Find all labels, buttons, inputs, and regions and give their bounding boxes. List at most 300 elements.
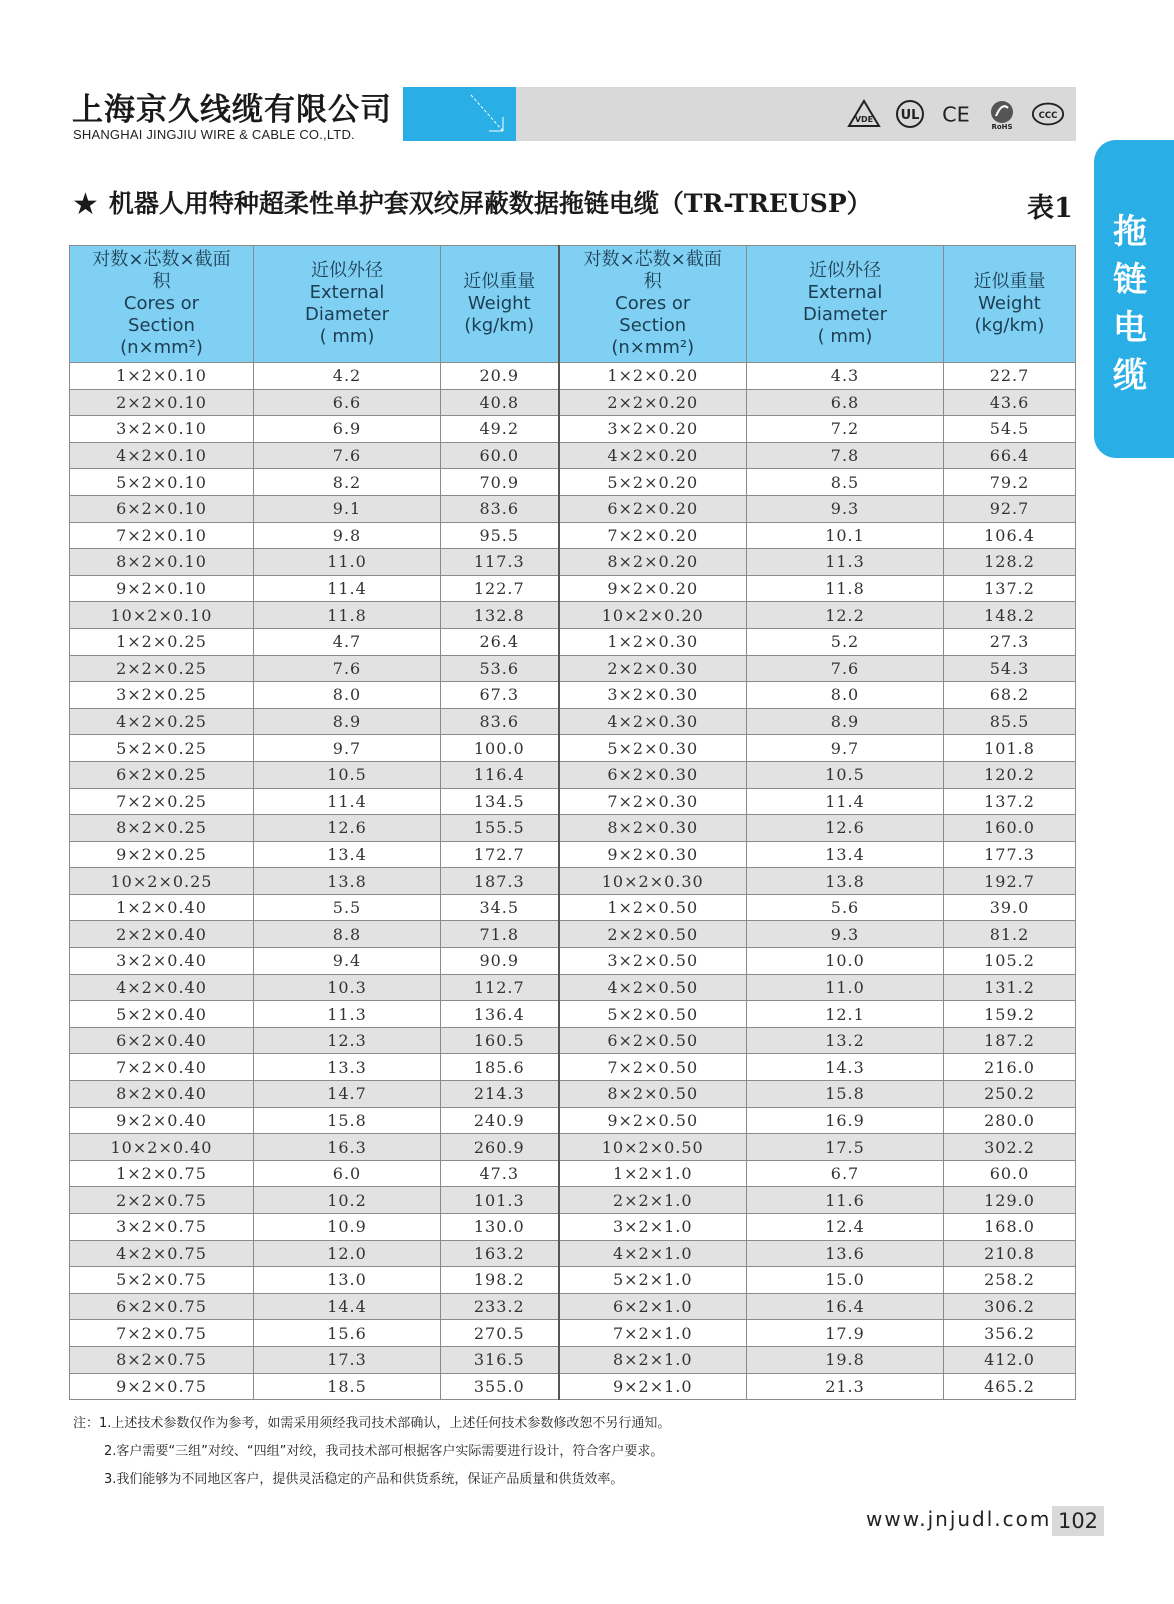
cell-section: 4×2×0.40 [70,974,254,1001]
certification-logos [846,97,1066,131]
cell-weight: 49.2 [441,416,559,443]
cell-weight: 53.6 [441,655,559,682]
cell-weight: 105.2 [944,948,1076,975]
title-text: 机器人用特种超柔性单护套双绞屏蔽数据拖链电缆（TR-TREUSP） [108,189,872,218]
cell-weight: 260.9 [441,1134,559,1161]
note-line: 2.客户需要“三组”对绞、“四组”对绞，我司技术部可根据客户实际需要进行设计，符合客户要求。 [104,1444,664,1459]
cell-diameter: 13.3 [254,1054,441,1081]
cell-weight: 172.7 [441,841,559,868]
cell-weight: 198.2 [441,1267,559,1294]
table-row [70,1373,1076,1400]
table-row [70,974,1076,1001]
cell-section: 10×2×0.40 [70,1134,254,1161]
cell-weight: 163.2 [441,1240,559,1267]
cell-diameter: 12.6 [747,815,944,842]
cell-section: 2×2×0.40 [70,921,254,948]
cell-diameter: 4.3 [747,363,944,390]
cell-section: 4×2×1.0 [559,1240,747,1267]
ul-certification-icon [892,97,928,131]
cell-weight: 20.9 [441,363,559,390]
side-tab-char: 缆 [1113,356,1147,396]
table-row [70,708,1076,735]
header-accent-block [403,87,516,141]
cell-section: 9×2×1.0 [559,1373,747,1400]
table-row [70,628,1076,655]
table-row [70,1293,1076,1320]
cell-section: 9×2×0.30 [559,841,747,868]
cell-diameter: 8.2 [254,469,441,496]
cell-section: 8×2×0.30 [559,815,747,842]
table-row [70,1320,1076,1347]
table-row [70,495,1076,522]
table-header-row [70,246,1076,363]
cell-section: 5×2×0.20 [559,469,747,496]
cell-section: 6×2×0.40 [70,1027,254,1054]
cell-diameter: 11.0 [747,974,944,1001]
ce-certification-icon [938,97,974,131]
cell-section: 4×2×0.25 [70,708,254,735]
cell-diameter: 12.1 [747,1001,944,1028]
cell-diameter: 14.7 [254,1081,441,1108]
table-row [70,1001,1076,1028]
cell-weight: 22.7 [944,363,1076,390]
cell-weight: 79.2 [944,469,1076,496]
vde-certification-icon [846,97,882,131]
cell-diameter: 15.8 [747,1081,944,1108]
cell-section: 7×2×0.20 [559,522,747,549]
cell-diameter: 7.2 [747,416,944,443]
cell-weight: 106.4 [944,522,1076,549]
cell-diameter: 7.6 [254,442,441,469]
cell-section: 8×2×0.10 [70,549,254,576]
diagonal-arrow-graphic [403,87,516,141]
cell-weight: 54.5 [944,416,1076,443]
cell-diameter: 10.1 [747,522,944,549]
cell-section: 1×2×0.75 [70,1160,254,1187]
cell-section: 8×2×0.75 [70,1346,254,1373]
cell-weight: 280.0 [944,1107,1076,1134]
cell-diameter: 13.6 [747,1240,944,1267]
table-row [70,522,1076,549]
cell-weight: 134.5 [441,788,559,815]
cell-diameter: 11.8 [747,575,944,602]
cell-weight: 34.5 [441,894,559,921]
cell-weight: 355.0 [441,1373,559,1400]
rohs-certification-icon [984,97,1020,131]
cell-diameter: 11.6 [747,1187,944,1214]
cell-section: 2×2×0.30 [559,655,747,682]
cell-weight: 54.3 [944,655,1076,682]
cell-weight: 316.5 [441,1346,559,1373]
cell-diameter: 7.6 [254,655,441,682]
note-line: 3.我们能够为不同地区客户，提供灵活稳定的产品和供货系统，保证产品质量和供货效率。 [104,1472,624,1487]
cell-weight: 71.8 [441,921,559,948]
cell-diameter: 5.2 [747,628,944,655]
cell-weight: 40.8 [441,389,559,416]
cell-diameter: 8.9 [747,708,944,735]
cell-weight: 258.2 [944,1267,1076,1294]
cell-diameter: 13.2 [747,1027,944,1054]
cell-section: 4×2×0.10 [70,442,254,469]
company-name-en: SHANGHAI JINGJIU WIRE & CABLE CO.,LTD. [73,127,355,142]
page-title [72,184,872,222]
table-row [70,602,1076,629]
cell-section: 9×2×0.75 [70,1373,254,1400]
header-diameter: 近似外径 External Diameter ( mm) [254,246,441,363]
cell-section: 8×2×0.40 [70,1081,254,1108]
cell-diameter: 11.8 [254,602,441,629]
cell-diameter: 14.3 [747,1054,944,1081]
cell-weight: 131.2 [944,974,1076,1001]
cell-weight: 160.0 [944,815,1076,842]
table-row [70,815,1076,842]
cell-section: 1×2×1.0 [559,1160,747,1187]
cell-weight: 306.2 [944,1293,1076,1320]
cell-diameter: 8.0 [254,682,441,709]
table-row [70,1054,1076,1081]
cell-section: 1×2×0.50 [559,894,747,921]
cell-weight: 155.5 [441,815,559,842]
cell-diameter: 10.5 [254,761,441,788]
cell-diameter: 11.4 [254,788,441,815]
cell-weight: 43.6 [944,389,1076,416]
cell-section: 3×2×0.25 [70,682,254,709]
cell-weight: 302.2 [944,1134,1076,1161]
cell-weight: 70.9 [441,469,559,496]
cell-section: 6×2×0.25 [70,761,254,788]
page-number: 102 [1052,1506,1104,1536]
cell-weight: 240.9 [441,1107,559,1134]
cell-diameter: 12.2 [747,602,944,629]
cell-diameter: 12.6 [254,815,441,842]
side-tab-char: 拖 [1113,212,1147,252]
cell-section: 2×2×0.25 [70,655,254,682]
cell-weight: 216.0 [944,1054,1076,1081]
cell-diameter: 19.8 [747,1346,944,1373]
cell-diameter: 10.9 [254,1214,441,1241]
cell-diameter: 10.5 [747,761,944,788]
cell-diameter: 9.4 [254,948,441,975]
table-row [70,1107,1076,1134]
cell-weight: 85.5 [944,708,1076,735]
table-row [70,575,1076,602]
cell-weight: 214.3 [441,1081,559,1108]
cell-weight: 26.4 [441,628,559,655]
cell-section: 5×2×0.75 [70,1267,254,1294]
cell-weight: 83.6 [441,708,559,735]
cell-section: 7×2×0.75 [70,1320,254,1347]
cell-weight: 90.9 [441,948,559,975]
cell-diameter: 6.6 [254,389,441,416]
cell-diameter: 8.9 [254,708,441,735]
cell-section: 6×2×0.75 [70,1293,254,1320]
svg-text:RoHS: RoHS [991,123,1013,130]
cell-weight: 250.2 [944,1081,1076,1108]
table-row [70,416,1076,443]
table-row [70,549,1076,576]
table-row [70,735,1076,762]
cable-spec-table [69,245,1076,1400]
cell-diameter: 9.3 [747,921,944,948]
cell-diameter: 8.0 [747,682,944,709]
table-number: 表1 [1027,193,1073,224]
cell-diameter: 12.3 [254,1027,441,1054]
website-url: www.jnjudl.com [866,1507,1052,1531]
cell-diameter: 5.5 [254,894,441,921]
table-row [70,1081,1076,1108]
cell-diameter: 13.8 [254,868,441,895]
cell-weight: 27.3 [944,628,1076,655]
table-row [70,1346,1076,1373]
cell-section: 7×2×0.30 [559,788,747,815]
notes-section [73,1410,670,1494]
cell-weight: 122.7 [441,575,559,602]
table-row [70,389,1076,416]
table-row [70,363,1076,390]
table-row [70,1267,1076,1294]
table-body [70,363,1076,1400]
cell-section: 5×2×1.0 [559,1267,747,1294]
cell-weight: 116.4 [441,761,559,788]
note-line: 注：1.上述技术参数仅作为参考，如需采用须经我司技术部确认，上述任何技术参数修改恕不另行通知。 [73,1416,671,1431]
cell-diameter: 14.4 [254,1293,441,1320]
cell-section: 1×2×0.10 [70,363,254,390]
svg-text:CE: CE [942,102,970,127]
cell-diameter: 11.3 [747,549,944,576]
cell-diameter: 10.3 [254,974,441,1001]
cell-diameter: 11.0 [254,549,441,576]
header-bar [516,87,1076,141]
category-side-tab [1094,140,1174,458]
cell-section: 9×2×0.40 [70,1107,254,1134]
cell-diameter: 10.0 [747,948,944,975]
cell-weight: 66.4 [944,442,1076,469]
cell-section: 7×2×0.10 [70,522,254,549]
cell-section: 1×2×0.25 [70,628,254,655]
table-row [70,1187,1076,1214]
cell-weight: 233.2 [441,1293,559,1320]
cell-section: 6×2×0.50 [559,1027,747,1054]
cell-weight: 39.0 [944,894,1076,921]
cell-weight: 356.2 [944,1320,1076,1347]
cell-weight: 187.3 [441,868,559,895]
cell-weight: 129.0 [944,1187,1076,1214]
table-row [70,1240,1076,1267]
table-row [70,894,1076,921]
cell-weight: 101.8 [944,735,1076,762]
cell-diameter: 9.8 [254,522,441,549]
cell-diameter: 13.4 [254,841,441,868]
cell-weight: 67.3 [441,682,559,709]
cell-diameter: 9.7 [254,735,441,762]
cell-diameter: 16.9 [747,1107,944,1134]
header-weight: 近似重量 Weight (kg/km) [944,246,1076,363]
cell-diameter: 21.3 [747,1373,944,1400]
cell-section: 6×2×0.30 [559,761,747,788]
cell-diameter: 12.0 [254,1240,441,1267]
side-tab-char: 电 [1113,308,1147,348]
cell-weight: 160.5 [441,1027,559,1054]
cell-weight: 137.2 [944,575,1076,602]
side-tab-char: 链 [1113,260,1147,300]
cell-section: 2×2×0.10 [70,389,254,416]
cell-section: 3×2×0.20 [559,416,747,443]
cell-section: 8×2×0.20 [559,549,747,576]
cell-diameter: 13.8 [747,868,944,895]
cell-weight: 136.4 [441,1001,559,1028]
svg-text:CCC: CCC [1038,110,1058,121]
cell-diameter: 5.6 [747,894,944,921]
cell-section: 6×2×0.10 [70,495,254,522]
cell-section: 9×2×0.50 [559,1107,747,1134]
cell-weight: 83.6 [441,495,559,522]
cell-section: 4×2×0.75 [70,1240,254,1267]
table-row [70,442,1076,469]
table-row [70,1027,1076,1054]
cell-section: 5×2×0.25 [70,735,254,762]
cell-diameter: 7.8 [747,442,944,469]
star-icon: ★ [72,187,99,222]
cell-diameter: 7.6 [747,655,944,682]
cell-section: 10×2×0.25 [70,868,254,895]
cell-section: 3×2×1.0 [559,1214,747,1241]
cell-section: 3×2×0.10 [70,416,254,443]
table-row [70,788,1076,815]
cell-weight: 132.8 [441,602,559,629]
cell-weight: 148.2 [944,602,1076,629]
cell-section: 3×2×0.75 [70,1214,254,1241]
table-row [70,841,1076,868]
cell-section: 9×2×0.20 [559,575,747,602]
table-row [70,682,1076,709]
header-weight: 近似重量 Weight (kg/km) [441,246,559,363]
cell-section: 2×2×0.50 [559,921,747,948]
cell-diameter: 15.6 [254,1320,441,1347]
cell-section: 4×2×0.30 [559,708,747,735]
table-row [70,761,1076,788]
cell-section: 3×2×0.30 [559,682,747,709]
cell-section: 2×2×1.0 [559,1187,747,1214]
cell-diameter: 6.0 [254,1160,441,1187]
cell-diameter: 17.5 [747,1134,944,1161]
cell-diameter: 6.9 [254,416,441,443]
cell-diameter: 9.3 [747,495,944,522]
cell-weight: 130.0 [441,1214,559,1241]
cell-section: 5×2×0.50 [559,1001,747,1028]
table-row [70,921,1076,948]
ccc-certification-icon [1030,97,1066,131]
cell-section: 10×2×0.10 [70,602,254,629]
cell-weight: 60.0 [944,1160,1076,1187]
cell-weight: 47.3 [441,1160,559,1187]
cell-diameter: 13.0 [254,1267,441,1294]
cell-weight: 185.6 [441,1054,559,1081]
svg-text:VDE: VDE [854,115,874,124]
cell-section: 8×2×0.25 [70,815,254,842]
cell-weight: 159.2 [944,1001,1076,1028]
cell-section: 3×2×0.50 [559,948,747,975]
cell-section: 2×2×0.75 [70,1187,254,1214]
header-diameter: 近似外径 External Diameter ( mm) [747,246,944,363]
cell-diameter: 17.9 [747,1320,944,1347]
cell-section: 9×2×0.25 [70,841,254,868]
cell-weight: 100.0 [441,735,559,762]
cell-diameter: 8.8 [254,921,441,948]
cell-diameter: 4.7 [254,628,441,655]
cell-section: 8×2×1.0 [559,1346,747,1373]
cell-section: 7×2×1.0 [559,1320,747,1347]
cell-diameter: 16.3 [254,1134,441,1161]
cell-section: 5×2×0.10 [70,469,254,496]
cell-weight: 465.2 [944,1373,1076,1400]
cell-weight: 192.7 [944,868,1076,895]
cell-weight: 60.0 [441,442,559,469]
cell-weight: 95.5 [441,522,559,549]
cell-diameter: 9.1 [254,495,441,522]
cell-weight: 81.2 [944,921,1076,948]
cell-weight: 128.2 [944,549,1076,576]
cell-diameter: 16.4 [747,1293,944,1320]
cell-weight: 210.8 [944,1240,1076,1267]
table-row [70,1134,1076,1161]
cell-diameter: 6.7 [747,1160,944,1187]
table-row [70,948,1076,975]
cell-weight: 412.0 [944,1346,1076,1373]
cell-diameter: 17.3 [254,1346,441,1373]
cell-section: 8×2×0.50 [559,1081,747,1108]
cell-section: 7×2×0.40 [70,1054,254,1081]
cell-section: 2×2×0.20 [559,389,747,416]
cell-section: 10×2×0.30 [559,868,747,895]
cell-section: 1×2×0.30 [559,628,747,655]
table-row [70,1214,1076,1241]
cell-diameter: 6.8 [747,389,944,416]
table-row [70,1160,1076,1187]
cell-section: 4×2×0.50 [559,974,747,1001]
cell-weight: 68.2 [944,682,1076,709]
cell-weight: 117.3 [441,549,559,576]
cell-diameter: 11.4 [254,575,441,602]
table-row [70,469,1076,496]
cell-section: 6×2×0.20 [559,495,747,522]
cell-weight: 112.7 [441,974,559,1001]
cell-section: 7×2×0.25 [70,788,254,815]
cell-section: 3×2×0.40 [70,948,254,975]
company-name-cn: 上海京久线缆有限公司 [72,92,392,128]
cell-diameter: 9.7 [747,735,944,762]
cell-section: 9×2×0.10 [70,575,254,602]
cell-section: 5×2×0.40 [70,1001,254,1028]
cell-diameter: 18.5 [254,1373,441,1400]
header-section: 对数×芯数×截面 积 Cores or Section (n×mm²) [70,246,254,363]
cell-weight: 177.3 [944,841,1076,868]
cell-diameter: 8.5 [747,469,944,496]
table-row [70,655,1076,682]
cell-section: 10×2×0.50 [559,1134,747,1161]
cell-diameter: 13.4 [747,841,944,868]
svg-text:UL: UL [900,108,920,123]
cell-diameter: 11.3 [254,1001,441,1028]
cell-diameter: 11.4 [747,788,944,815]
cell-section: 1×2×0.40 [70,894,254,921]
cell-diameter: 12.4 [747,1214,944,1241]
cell-section: 1×2×0.20 [559,363,747,390]
table-row [70,868,1076,895]
cell-weight: 137.2 [944,788,1076,815]
cell-diameter: 15.8 [254,1107,441,1134]
header-section: 对数×芯数×截面 积 Cores or Section (n×mm²) [559,246,747,363]
cell-diameter: 10.2 [254,1187,441,1214]
